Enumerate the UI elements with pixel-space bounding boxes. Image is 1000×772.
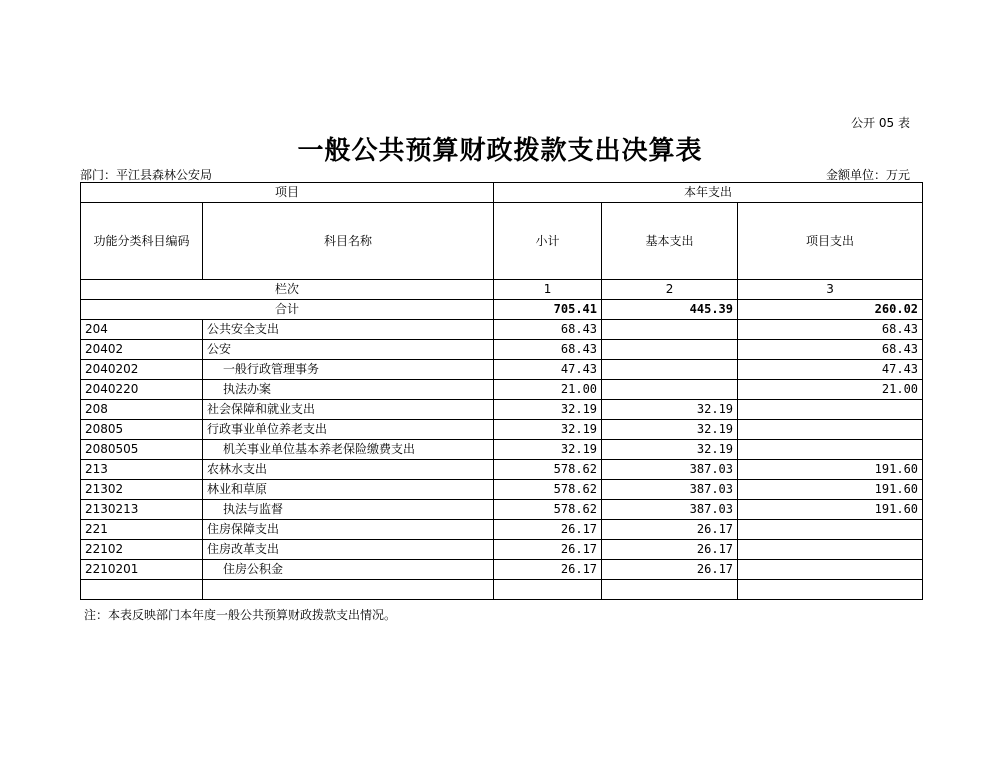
row-project <box>738 420 923 440</box>
row-code: 208 <box>81 400 203 420</box>
row-name: 机关事业单位基本养老保险缴费支出 <box>203 440 494 460</box>
row-subtotal: 68.43 <box>494 320 602 340</box>
row-code: 2210201 <box>81 560 203 580</box>
row-project: 68.43 <box>738 340 923 360</box>
row-basic: 26.17 <box>602 520 738 540</box>
row-name: 公安 <box>203 340 494 360</box>
expenditure-table <box>80 182 923 600</box>
row-subtotal: 578.62 <box>494 460 602 480</box>
table-row <box>81 460 923 480</box>
row-project: 21.00 <box>738 380 923 400</box>
table-row <box>81 340 923 360</box>
row-basic: 26.17 <box>602 560 738 580</box>
row-subtotal: 578.62 <box>494 480 602 500</box>
header-code: 功能分类科目编码 <box>81 203 203 280</box>
row-code: 22102 <box>81 540 203 560</box>
row-subtotal: 32.19 <box>494 400 602 420</box>
empty-cell <box>602 580 738 600</box>
row-code: 20402 <box>81 340 203 360</box>
row-code: 2080505 <box>81 440 203 460</box>
form-number: 公开 05 表 <box>851 116 910 130</box>
table-row <box>81 420 923 440</box>
header-basic: 基本支出 <box>602 203 738 280</box>
footnote: 注：本表反映部门本年度一般公共预算财政拨款支出情况。 <box>84 608 397 622</box>
row-code: 213 <box>81 460 203 480</box>
column-index-2: 2 <box>602 280 738 300</box>
column-index-1: 1 <box>494 280 602 300</box>
row-project <box>738 560 923 580</box>
row-basic <box>602 380 738 400</box>
header-project-expense: 项目支出 <box>738 203 923 280</box>
page-title: 一般公共预算财政拨款支出决算表 <box>297 136 703 166</box>
total-project: 260.02 <box>738 300 923 320</box>
row-name: 执法办案 <box>203 380 494 400</box>
column-index-label: 栏次 <box>81 280 494 300</box>
row-subtotal: 26.17 <box>494 560 602 580</box>
row-project: 191.60 <box>738 460 923 480</box>
table-row <box>81 560 923 580</box>
row-name: 社会保障和就业支出 <box>203 400 494 420</box>
row-basic <box>602 320 738 340</box>
row-name: 执法与监督 <box>203 500 494 520</box>
row-subtotal: 21.00 <box>494 380 602 400</box>
table-row <box>81 440 923 460</box>
row-project: 191.60 <box>738 500 923 520</box>
row-name: 住房保障支出 <box>203 520 494 540</box>
empty-row <box>81 580 923 600</box>
header-current-year: 本年支出 <box>494 183 923 203</box>
row-basic: 387.03 <box>602 480 738 500</box>
table-row <box>81 320 923 340</box>
row-code: 20805 <box>81 420 203 440</box>
empty-cell <box>738 580 923 600</box>
table-row <box>81 480 923 500</box>
row-basic: 32.19 <box>602 440 738 460</box>
row-basic: 26.17 <box>602 540 738 560</box>
row-name: 公共安全支出 <box>203 320 494 340</box>
row-basic: 32.19 <box>602 400 738 420</box>
total-subtotal: 705.41 <box>494 300 602 320</box>
table-row <box>81 500 923 520</box>
row-subtotal: 68.43 <box>494 340 602 360</box>
table-row <box>81 540 923 560</box>
row-code: 221 <box>81 520 203 540</box>
empty-cell <box>81 580 203 600</box>
row-subtotal: 32.19 <box>494 420 602 440</box>
row-project: 68.43 <box>738 320 923 340</box>
row-name: 住房改革支出 <box>203 540 494 560</box>
row-basic: 387.03 <box>602 460 738 480</box>
table-row <box>81 380 923 400</box>
header-subtotal: 小计 <box>494 203 602 280</box>
empty-cell <box>494 580 602 600</box>
total-basic: 445.39 <box>602 300 738 320</box>
table-row <box>81 360 923 380</box>
row-basic: 32.19 <box>602 420 738 440</box>
row-basic <box>602 340 738 360</box>
row-project: 47.43 <box>738 360 923 380</box>
row-code: 2040202 <box>81 360 203 380</box>
amount-unit-label: 金额单位：万元 <box>825 168 910 182</box>
row-subtotal: 47.43 <box>494 360 602 380</box>
table-row <box>81 520 923 540</box>
row-basic: 387.03 <box>602 500 738 520</box>
row-subtotal: 578.62 <box>494 500 602 520</box>
row-code: 2130213 <box>81 500 203 520</box>
row-code: 2040220 <box>81 380 203 400</box>
row-project <box>738 520 923 540</box>
row-code: 21302 <box>81 480 203 500</box>
row-project: 191.60 <box>738 480 923 500</box>
row-name: 农林水支出 <box>203 460 494 480</box>
row-name: 一般行政管理事务 <box>203 360 494 380</box>
row-subtotal: 26.17 <box>494 540 602 560</box>
total-label: 合计 <box>81 300 494 320</box>
row-subtotal: 32.19 <box>494 440 602 460</box>
column-index-3: 3 <box>738 280 923 300</box>
row-code: 204 <box>81 320 203 340</box>
row-name: 住房公积金 <box>203 560 494 580</box>
empty-cell <box>203 580 494 600</box>
row-basic <box>602 360 738 380</box>
department-label: 部门：平江县森林公安局 <box>80 168 213 182</box>
row-project <box>738 400 923 420</box>
table-row <box>81 400 923 420</box>
row-name: 行政事业单位养老支出 <box>203 420 494 440</box>
row-project <box>738 440 923 460</box>
row-project <box>738 540 923 560</box>
header-name: 科目名称 <box>203 203 494 280</box>
row-name: 林业和草原 <box>203 480 494 500</box>
row-subtotal: 26.17 <box>494 520 602 540</box>
header-project: 项目 <box>81 183 494 203</box>
